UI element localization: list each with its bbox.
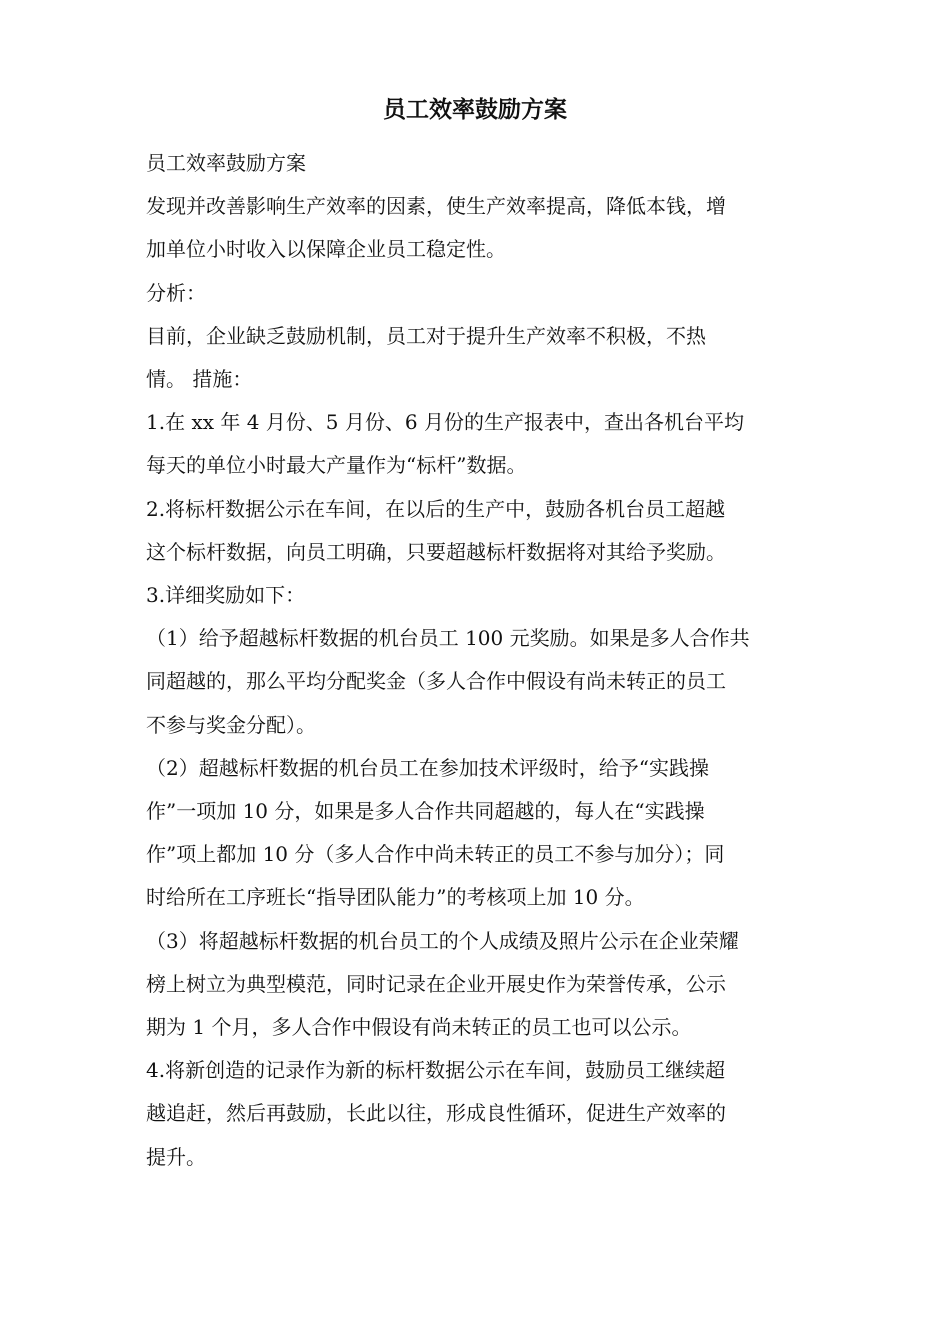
- document-body: [146, 142, 810, 1179]
- body-line: 1.在 xx 年 4 月份、5 月份、6 月份的生产报表中，查出各机台平均: [146, 410, 744, 435]
- body-line: 时给所在工序班长“指导团队能力”的考核项上加 10 分。: [146, 885, 645, 910]
- body-line: 发现并改善影响生产效率的因素，使生产效率提高，降低本钱，增: [146, 194, 726, 219]
- body-line: 加单位小时收入以保障企业员工稳定性。: [146, 237, 506, 262]
- body-line: 分析：: [146, 280, 206, 305]
- body-line: （1）给予超越标杆数据的机台员工 100 元奖励。如果是多人合作共: [146, 626, 750, 651]
- body-line: 同超越的，那么平均分配奖金（多人合作中假设有尚未转正的员工: [146, 669, 726, 694]
- body-line: 3.详细奖励如下：: [146, 583, 306, 608]
- body-line: 员工效率鼓励方案: [146, 151, 306, 175]
- document-title: 员工效率鼓励方案: [383, 96, 567, 123]
- body-line: 不参与奖金分配）。: [146, 712, 316, 737]
- body-line: 提升。: [146, 1144, 206, 1169]
- body-line: 期为 1 个月，多人合作中假设有尚未转正的员工也可以公示。: [146, 1015, 692, 1040]
- body-line: 榜上树立为典型模范，同时记录在企业开展史作为荣誉传承，公示: [146, 971, 726, 996]
- body-line: 4.将新创造的记录作为新的标杆数据公示在车间，鼓励员工继续超: [146, 1058, 726, 1083]
- body-line: 每天的单位小时最大产量作为“标杆”数据。: [146, 453, 527, 478]
- body-line: 2.将标杆数据公示在车间，在以后的生产中，鼓励各机台员工超越: [146, 496, 726, 521]
- body-line: 这个标杆数据，向员工明确，只要超越标杆数据将对其给予奖励。: [146, 539, 726, 564]
- body-line: （3）将超越标杆数据的机台员工的个人成绩及照片公示在企业荣耀: [146, 928, 739, 953]
- body-line: 作”一项加 10 分，如果是多人合作共同超越的，每人在“实践操: [146, 799, 705, 824]
- body-line: 目前，企业缺乏鼓励机制，员工对于提升生产效率不积极，不热: [146, 323, 706, 348]
- body-line: （2）超越标杆数据的机台员工在参加技术评级时，给予“实践操: [146, 755, 709, 780]
- body-line: 越追赶，然后再鼓励，长此以往，形成良性循环，促进生产效率的: [146, 1101, 726, 1126]
- body-line: 作”项上都加 10 分（多人合作中尚未转正的员工不参与加分）；同: [146, 842, 725, 867]
- body-line: 情。 措施：: [146, 367, 253, 392]
